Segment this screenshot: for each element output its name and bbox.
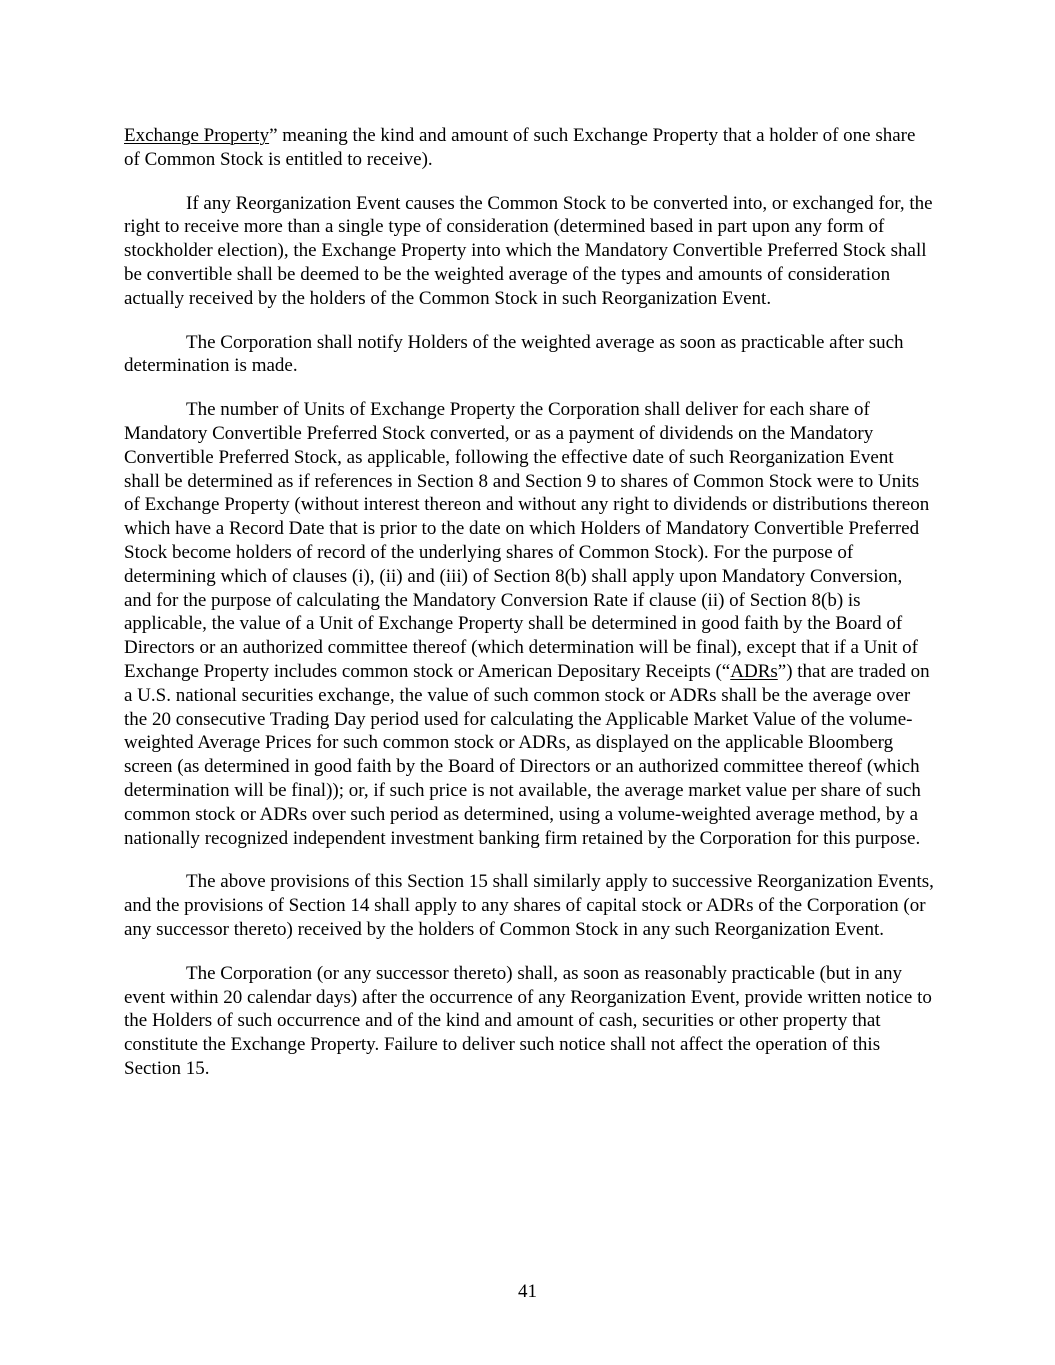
paragraph-text: The Corporation shall notify Holders of the weighted average as soon as practicable after such determination is made. — [124, 331, 904, 377]
paragraph-notify-holders — [124, 331, 934, 379]
paragraph-text: ” meaning the kind and amount of such Exchange Property that a holder of one share of Common Stock is entitled to receive). — [124, 125, 916, 170]
paragraph-text: The number of Units of Exchange Property the Corporation shall deliver for each share of Mandatory Convertible Preferred Stock converted, or as a payment of dividends on the Mandatory Convertible Preferred Stock, as applicable, following the effective date of such Reorganization Event shall be determined as if references in Section 8 and Section 9 to shares of Common Stock were to Units of Exchange Property (without interest thereon and without any right to dividends or distributions thereon which have a Record Date that is prior to the date on which Holders of Mandatory Convertible Preferred Stock become holders of record of the underlying shares of Common Stock). For the purpose of determining which of clauses (i), (ii) and (iii) of Section 8(b) shall apply upon Mandatory Conversion, and for the purpose of calculating the Mandatory Conversion Rate if clause (ii) of Section 8(b) is applicable, the value of a Unit of Exchange Property shall be determined in good faith by the Board of Directors or an authorized committee thereof (which determination will be final), except that if a Unit of Exchange Property includes common stock or American Depositary Receipts (“ — [124, 399, 930, 682]
paragraph-written-notice — [124, 962, 934, 1081]
paragraph-successive-reorganization-events — [124, 870, 934, 941]
page-number: 41 — [518, 1281, 537, 1302]
defined-term-adrs: ADRs — [730, 660, 778, 682]
document-body — [124, 124, 934, 1101]
paragraph-weighted-average-consideration — [124, 192, 934, 311]
paragraph-text: ”) that are traded on a U.S. national securities exchange, the value of such common stock or ADRs shall be the average over the 20 consecutive Trading Day period used for calculating the Applicable Market Value of the volume-weighted Average Prices for such common stock or ADRs, as displayed on the applicable Bloomberg screen (as determined in good faith by the Board of Directors or an authorized committee thereof (which determination will be final)); or, if such price is not available, the average market value per share of such common stock or ADRs over such period as determined, using a volume-weighted average method, by a nationally recognized independent investment banking firm retained by the Corporation for this purpose. — [124, 660, 930, 849]
paragraph-exchange-property-continuation — [124, 124, 934, 172]
defined-term-exchange-property: Exchange Property — [124, 125, 270, 146]
paragraph-text: If any Reorganization Event causes the Common Stock to be converted into, or exchanged for, the right to receive more than a single type of consideration (determined based in part upon any form of stockholder election), the Exchange Property into which the Mandatory Convertible Preferred Stock shall be convertible shall be deemed to be the weighted average of the types and amounts of consideration actually received by the holders of the Common Stock in such Reorganization Event. — [124, 192, 933, 309]
paragraph-units-of-exchange-property — [124, 398, 934, 850]
paragraph-text: The Corporation (or any successor thereto) shall, as soon as reasonably practicable (but in any event within 20 calendar days) after the occurrence of any Reorganization Event, provide written notice to the Holders of such occurrence and of the kind and amount of cash, securities or other property that constitute the Exchange Property. Failure to deliver such notice shall not affect the operation of this Section 15. — [124, 962, 932, 1079]
paragraph-text: The above provisions of this Section 15 shall similarly apply to successive Reorganization Events, and the provisions of Section 14 shall apply to any shares of capital stock or ADRs of the Corporation (or any successor thereto) received by the holders of Common Stock in any such Reorganization Event. — [124, 871, 934, 940]
